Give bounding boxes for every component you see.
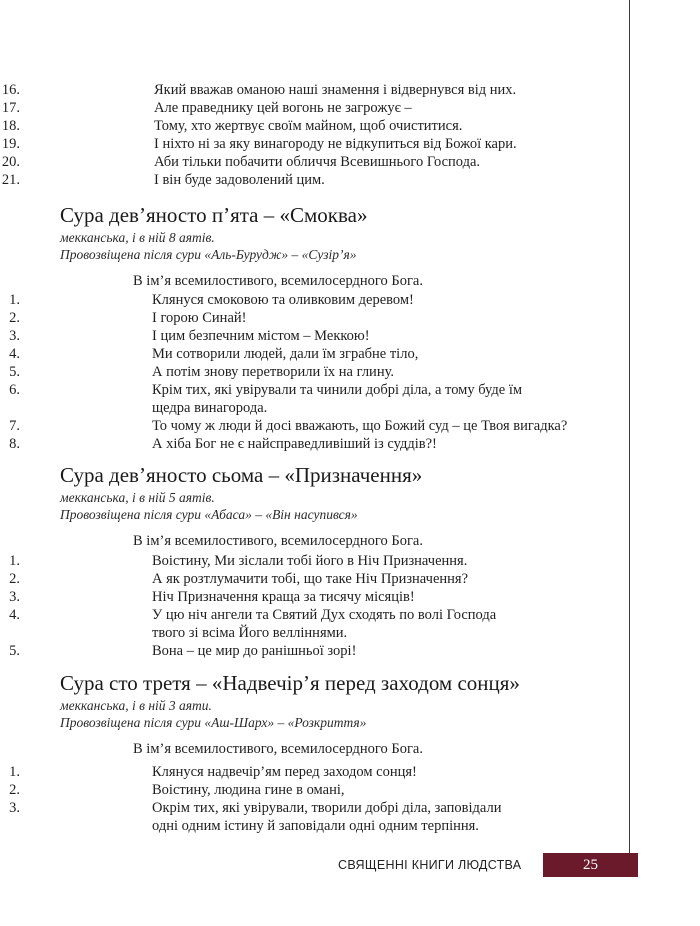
sura-title: Сура дев’яносто сьома – «Призначення» [60,463,423,487]
sura-meta-origin: мекканська, і в ній 8 аятів. [60,230,215,245]
sura-meta-revealed: Провозвіщена після сури «Аш-Шарх» – «Розкриття» [60,715,367,730]
bismillah: В ім’я всемилостивого, всемилосердного Бога. [133,741,423,757]
sura-meta-origin: мекканська, і в ній 5 аятів. [60,490,215,505]
book-title-footer: СВЯЩЕННІ КНИГИ ЛЮДСТВА [338,858,522,872]
page-number-badge: 25 [543,853,638,877]
sura-meta-revealed: Провозвіщена після сури «Абаса» – «Він насупився» [60,507,358,522]
bismillah: В ім’я всемилостивого, всемилосердного Бога. [133,533,423,549]
sura-title: Сура сто третя – «Надвечір’я перед заходом сонця» [60,671,520,695]
sura-meta-origin: мекканська, і в ній 3 аяти. [60,698,212,713]
bismillah: В ім’я всемилостивого, всемилосердного Бога. [133,273,423,289]
sura-meta-revealed: Провозвіщена після сури «Аль-Бурудж» – «Сузір’я» [60,247,357,262]
sura-title: Сура дев’яносто п’ята – «Смоква» [60,203,368,227]
page-edge-rule [629,0,630,858]
